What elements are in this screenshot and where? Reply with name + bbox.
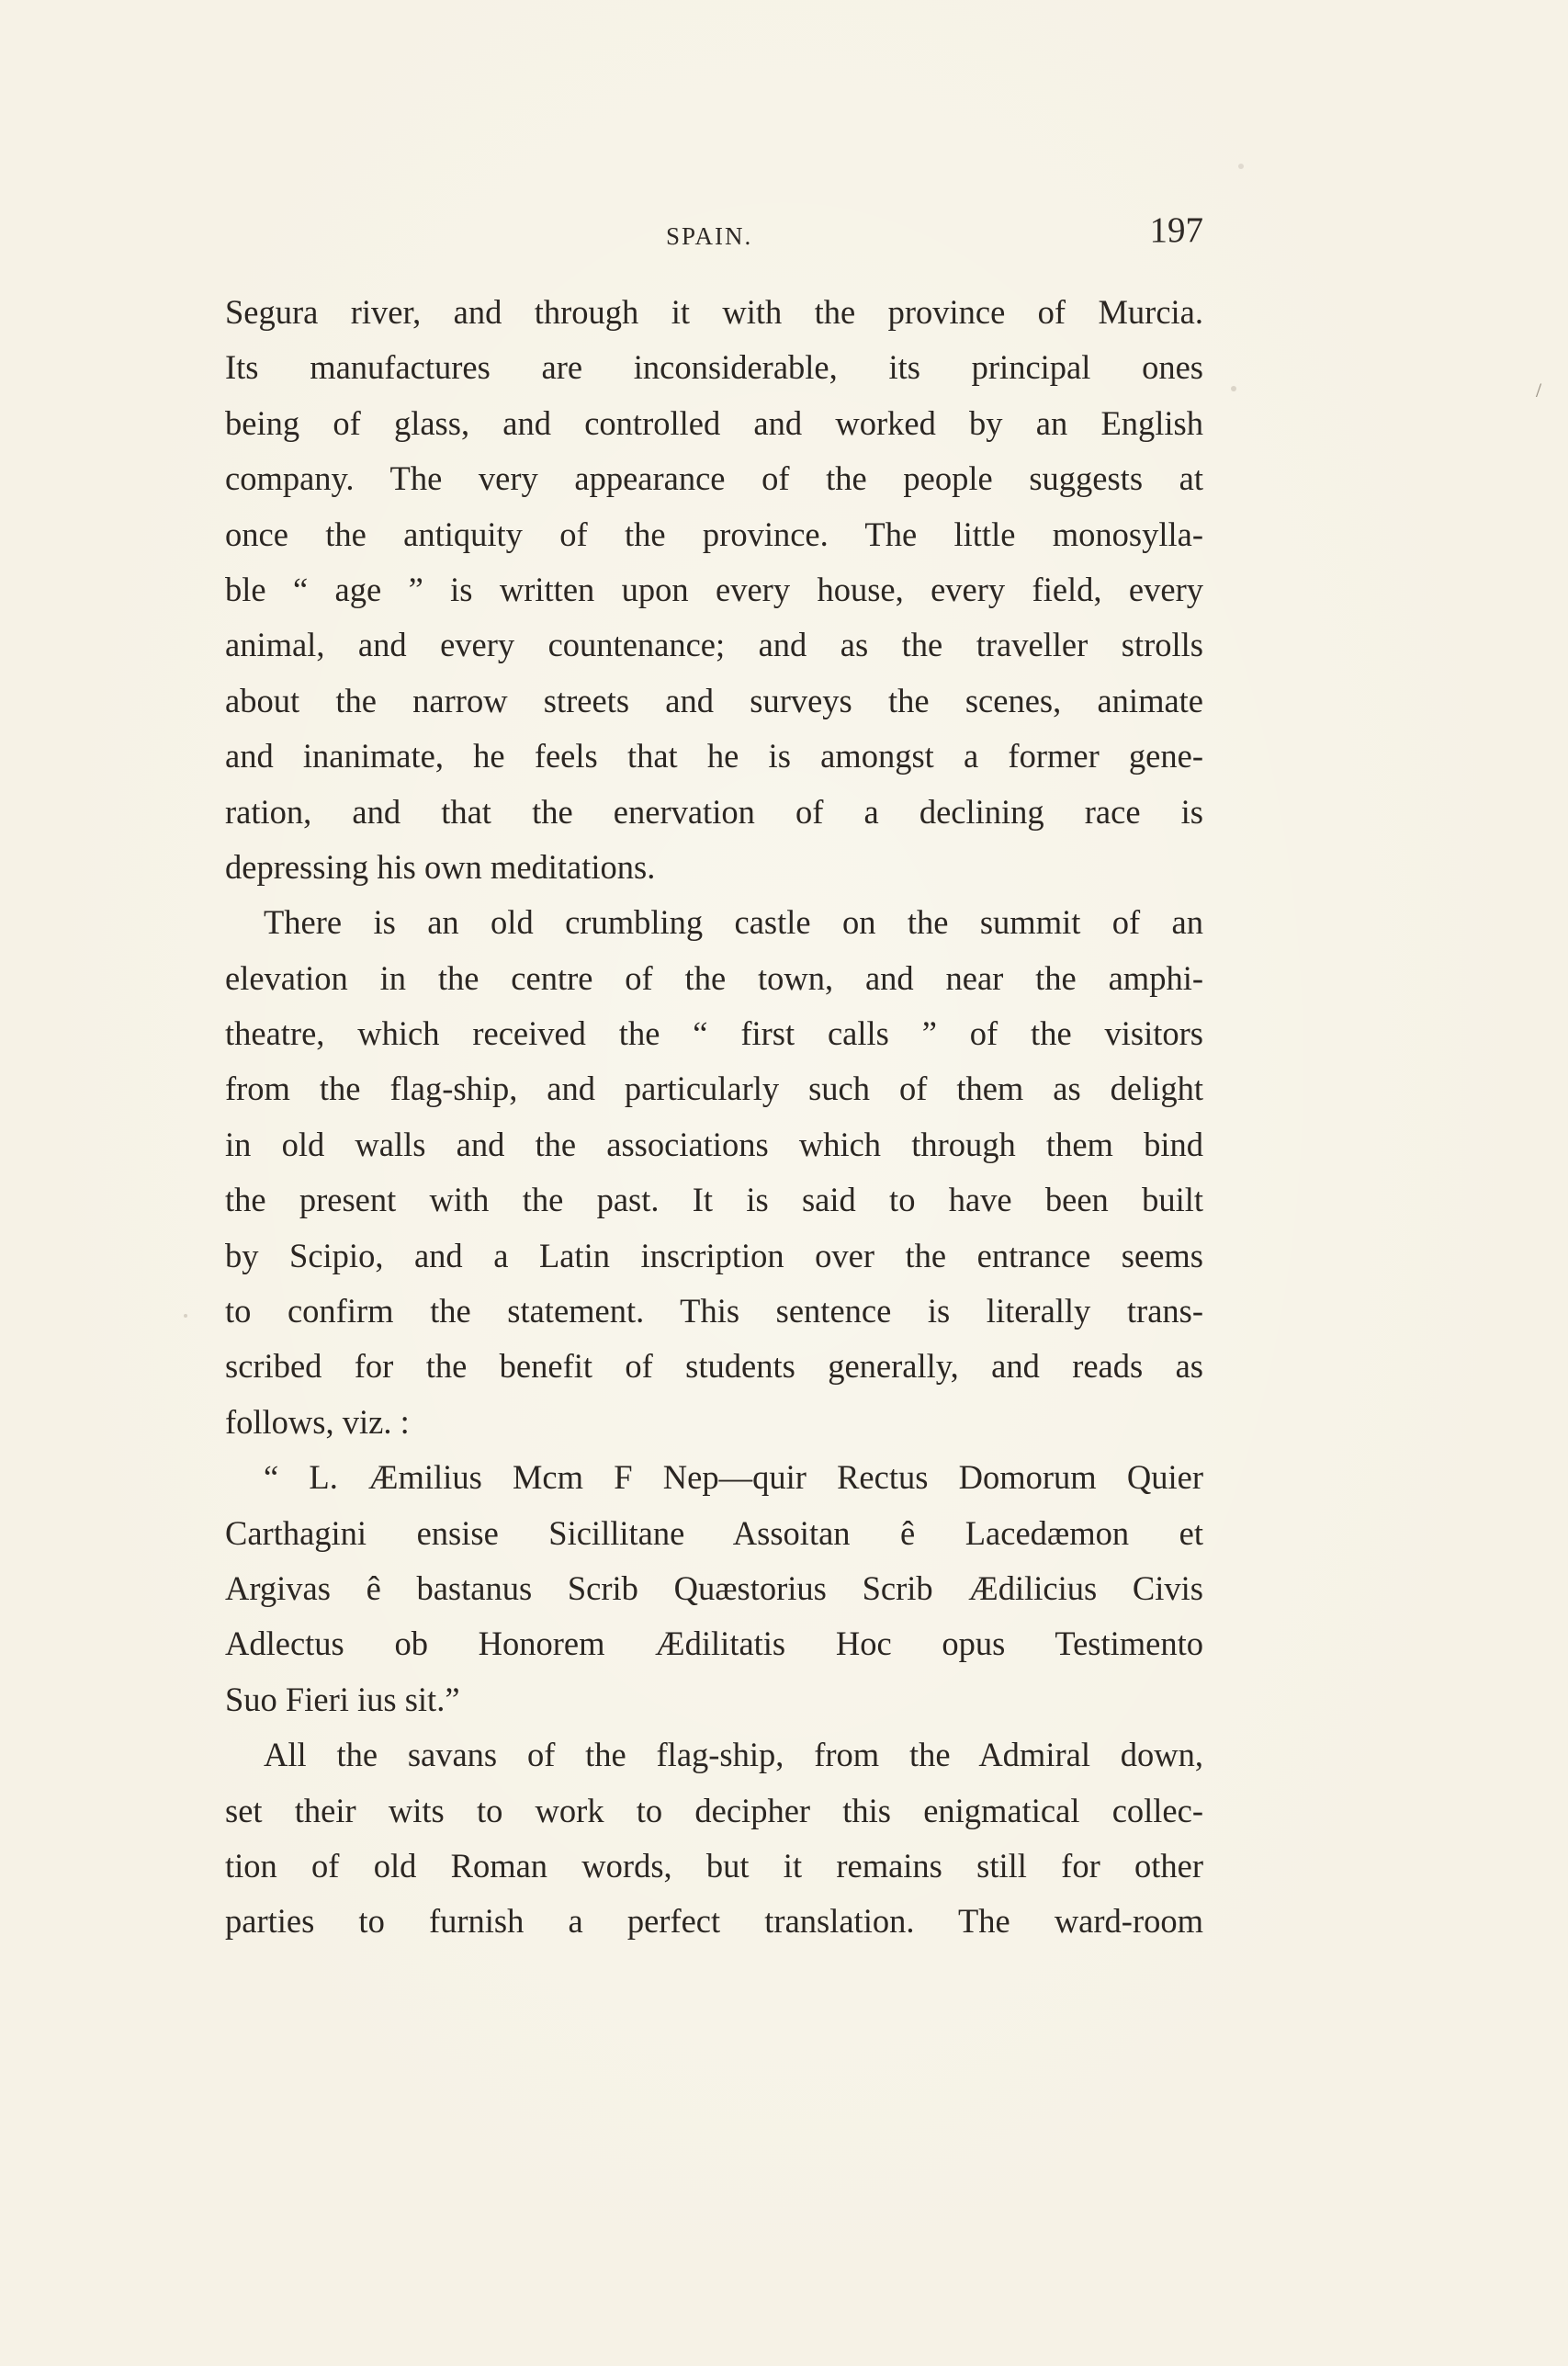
text-line: once the antiquity of the province. The little monosylla- xyxy=(225,515,1203,553)
inscription-line: Carthagini ensise Sicillitane Assoitan ê Lacedæmon et xyxy=(225,1513,1203,1552)
text-line: depressing his own meditations. xyxy=(225,847,656,886)
text-line: set their wits to work to decipher this enigmatical collec- xyxy=(225,1791,1203,1829)
text-line: in old walls and the associations which through them bind xyxy=(225,1125,1203,1163)
inscription-line: “ L. Æmilius Mcm F Nep—quir Rectus Domorum Quier xyxy=(264,1458,1203,1497)
inscription-line: Adlectus ob Honorem Ædilitatis Hoc opus Testimento xyxy=(225,1625,1203,1663)
page-header xyxy=(225,209,1203,265)
text-line: parties to furnish a perfect translation. The ward-room xyxy=(225,1902,1203,1941)
inscription-line: Suo Fieri ius sit.” xyxy=(225,1680,460,1718)
text-line: and inanimate, he feels that he is amongst a former gene- xyxy=(225,737,1203,775)
text-line: ration, and that the enervation of a declining race is xyxy=(225,792,1203,831)
text-line: ble “ age ” is written upon every house, every field, every xyxy=(225,570,1203,608)
running-head: SPAIN. xyxy=(666,222,753,250)
text-line: There is an old crumbling castle on the summit of an xyxy=(264,903,1203,942)
body-text xyxy=(225,285,1203,1950)
text-line: tion of old Roman words, but it remains still for other xyxy=(225,1846,1203,1885)
text-line: by Scipio, and a Latin inscription over the entrance seems xyxy=(225,1236,1203,1274)
text-line: being of glass, and controlled and worked by an English xyxy=(225,403,1203,442)
text-line: from the flag-ship, and particularly such of them as delight xyxy=(225,1070,1203,1108)
paper-speck xyxy=(1231,386,1236,391)
text-line: company. The very appearance of the people suggests at xyxy=(225,459,1203,498)
text-line: about the narrow streets and surveys the scenes, animate xyxy=(225,681,1203,719)
text-line: follows, viz. : xyxy=(225,1402,410,1441)
text-line: scribed for the benefit of students generally, and reads as xyxy=(225,1347,1203,1386)
text-line: Segura river, and through it with the province of Murcia. xyxy=(225,293,1203,331)
inscription-line: Argivas ê bastanus Scrib Quæstorius Scrib Ædilicius Civis xyxy=(225,1568,1203,1607)
text-line: All the savans of the flag-ship, from the Admiral down, xyxy=(264,1736,1203,1774)
text-line: the present with the past. It is said to have been built xyxy=(225,1181,1203,1219)
text-line: Its manufactures are inconsiderable, its principal ones xyxy=(225,348,1203,387)
paper-speck xyxy=(1238,164,1244,169)
paper-speck xyxy=(184,1314,187,1318)
paper-mark: / xyxy=(1536,379,1542,402)
text-line: animal, and every countenance; and as the traveller strolls xyxy=(225,626,1203,664)
text-line: theatre, which received the “ first calls ” of the visitors xyxy=(225,1014,1203,1053)
text-line: elevation in the centre of the town, and near the amphi- xyxy=(225,958,1203,997)
text-line: to confirm the statement. This sentence is literally trans- xyxy=(225,1292,1203,1330)
page-number: 197 xyxy=(1149,210,1203,250)
